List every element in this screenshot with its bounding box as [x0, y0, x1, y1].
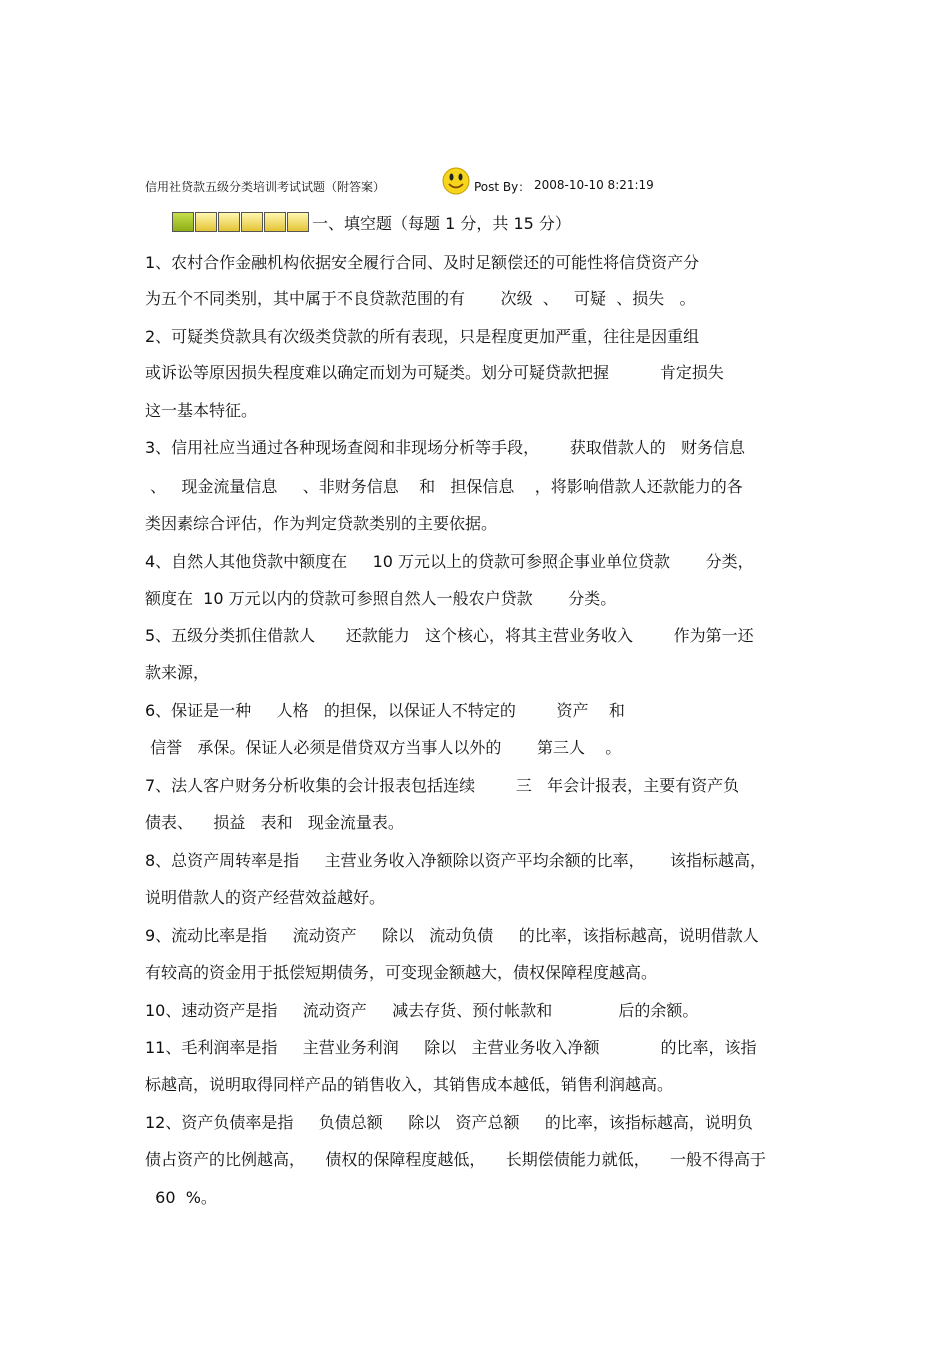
text-line: 、 现金流量信息 、非财务信息 和 担保信息 ，将影响借款人还款能力的各 — [145, 477, 743, 496]
section-heading — [172, 208, 571, 236]
text-line: 4、自然人其他贷款中额度在 10 万元以上的贷款可参照企事业单位贷款 分类， — [145, 552, 754, 571]
leaf-icon — [218, 212, 240, 232]
leaf-icon — [195, 212, 217, 232]
post-title: 信用社贷款五级分类培训考试试题（附答案） — [145, 180, 386, 194]
text-line: 11、毛利润率是指 主营业务利润 除以 主营业务收入净额 的比率，该指 — [145, 1038, 757, 1057]
post-date: 2008-10-10 8:21:19 — [534, 178, 654, 192]
text-line: 款来源， — [145, 663, 210, 682]
text-line: 2、可疑类贷款具有次级类贷款的所有表现，只是程度更加严重，往往是因重组 — [145, 327, 700, 346]
text-line: 7、法人客户财务分析收集的会计报表包括连续 三 年会计报表，主要有资产负 — [145, 776, 740, 795]
text-line: 说明借款人的资产经营效益越好。 — [145, 888, 386, 907]
section-title: 一、填空题（每题 1 分，共 15 分） — [312, 213, 571, 233]
text-line: 6、保证是一种 人格 的担保，以保证人不特定的 资产 和 — [145, 701, 625, 720]
decorative-icon-row — [172, 212, 310, 232]
smiley-icon — [441, 166, 471, 196]
post-header — [145, 166, 865, 202]
text-line: 债占资产的比例越高， 债权的保障程度越低， 长期偿债能力就低， 一般不得高于 — [145, 1150, 767, 1169]
text-line: 债表、 损益 表和 现金流量表。 — [145, 813, 404, 832]
text-line: 1、农村合作金融机构依据安全履行合同、及时足额偿还的可能性将信贷资产分 — [145, 253, 700, 272]
text-line: 或诉讼等原因损失程度难以确定而划为可疑类。划分可疑贷款把握 肯定损失 — [145, 363, 724, 382]
text-line: 10、速动资产是指 流动资产 减去存货、预付帐款和 后的余额。 — [145, 1001, 699, 1020]
text-line: 标越高，说明取得同样产品的销售收入，其销售成本越低，销售利润越高。 — [145, 1075, 674, 1094]
text-line: 8、总资产周转率是指 主营业务收入净额除以资产平均余额的比率， 该指标越高， — [145, 851, 767, 870]
text-line: 3、信用社应当通过各种现场查阅和非现场分析等手段， 获取借款人的 财务信息 — [145, 438, 745, 457]
text-line: 12、资产负债率是指 负债总额 除以 资产总额 的比率，该指标越高，说明负 — [145, 1113, 753, 1132]
text-line: 9、流动比率是指 流动资产 除以 流动负债 的比率，该指标越高，说明借款人 — [145, 926, 759, 945]
leaf-icon — [241, 212, 263, 232]
leaf-icon — [287, 212, 309, 232]
text-line: 信誉 承保。保证人必须是借贷双方当事人以外的 第三人 。 — [145, 738, 622, 757]
text-line: 为五个不同类别，其中属于不良贷款范围的有 次级 、 可疑 、损失 。 — [145, 289, 696, 308]
text-line: 60 %。 — [145, 1188, 217, 1207]
text-line: 类因素综合评估，作为判定贷款类别的主要依据。 — [145, 514, 498, 533]
arrow-icon — [172, 212, 194, 232]
post-by-label: Post By： — [474, 180, 531, 194]
text-line: 5、五级分类抓住借款人 还款能力 这个核心，将其主营业务收入 作为第一还 — [145, 626, 754, 645]
text-line: 额度在 10 万元以内的贷款可参照自然人一般农户贷款 分类。 — [145, 589, 617, 608]
text-line: 有较高的资金用于抵偿短期债务，可变现金额越大，债权保障程度越高。 — [145, 963, 658, 982]
text-line: 这一基本特征。 — [145, 401, 258, 420]
leaf-icon — [264, 212, 286, 232]
